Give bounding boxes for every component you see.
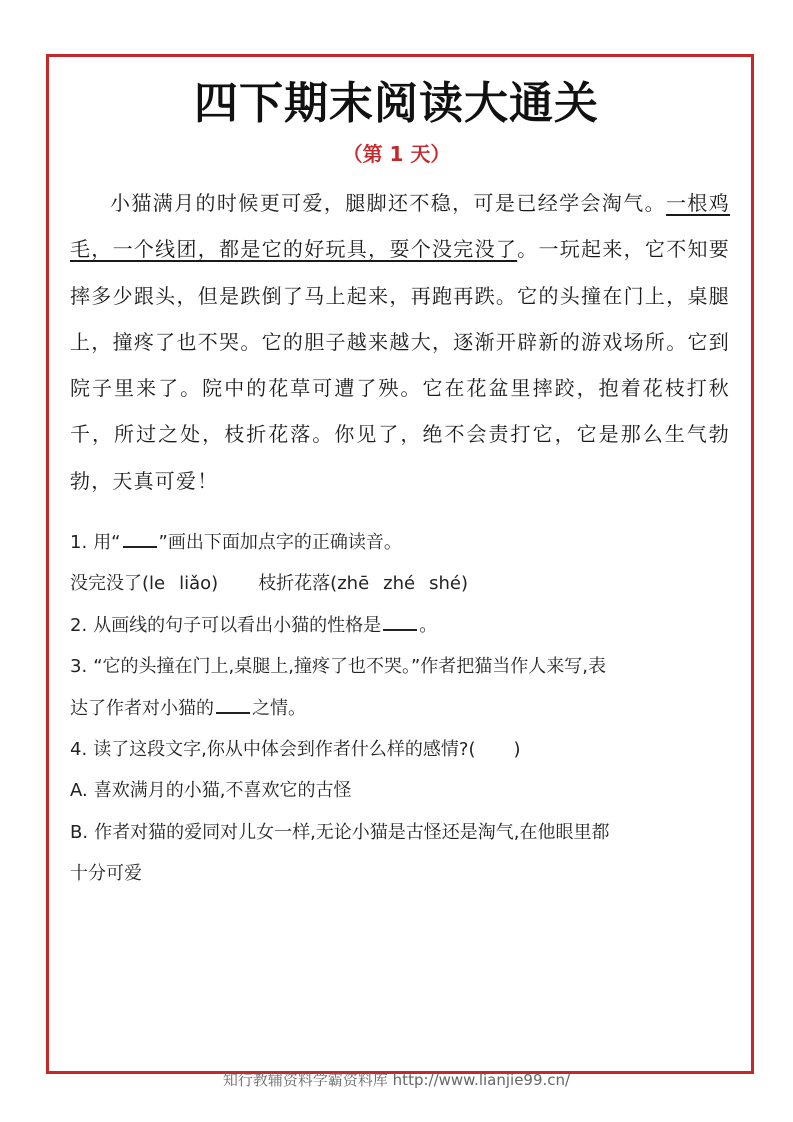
pinyin-option[interactable]: zhé [383, 573, 416, 595]
passage-body: 。一玩起来，它不知要摔多少跟头，但是跌倒了马上起来，再跑再跌。它的头撞在门上，桌腿上，撞疼了也不哭。它的胆子越来越大，逐渐开辟新的游戏场所。它到院子里来了。院中的花草可遭了殃。它在花盆里摔跤，抱着花枝打秋千，所过之处，枝折花落。你见了，绝不会责打它，它是那么生气勃勃，天真可爱！ [70, 237, 731, 493]
question-text: 达了作者对小猫的 [70, 697, 214, 719]
question-text: 读了这段文字,你从中体会到作者什么样的感情?( [93, 739, 476, 761]
question-text: 用“ [93, 532, 121, 553]
question-3-continued [70, 688, 730, 729]
question-number: 3. [70, 656, 88, 678]
reading-passage [70, 180, 730, 504]
question-number: 1. [70, 532, 88, 553]
footer-watermark: 知行教辅资料学霸资料库 http://www.lianjie99.cn/ [222, 1071, 571, 1089]
day-subtitle: （第 1 天） [342, 142, 451, 166]
option-label: B. [70, 821, 89, 843]
question-list [70, 522, 730, 895]
pinyin-option[interactable]: liǎo) [179, 573, 219, 595]
answer-blank[interactable] [383, 611, 417, 631]
question-number: 2. [70, 614, 88, 636]
option-a[interactable] [70, 770, 730, 811]
pinyin-item-1[interactable]: 没完没了(le [70, 573, 166, 595]
question-number: 4. [70, 739, 88, 761]
answer-blank[interactable] [216, 694, 250, 714]
question-text: 。 [419, 614, 438, 636]
option-text: 作者对猫的爱同对儿女一样,无论小猫是古怪还是淘气,在他眼里都 [94, 821, 610, 843]
question-text: ”画出下面加点字的正确读音。 [158, 532, 402, 553]
pinyin-option[interactable]: shé) [429, 573, 468, 595]
pinyin-options [70, 563, 730, 604]
page-title: 四下期末阅读大通关 [194, 78, 599, 129]
option-label: A. [70, 780, 88, 802]
option-b[interactable] [70, 812, 730, 853]
pinyin-item-2[interactable]: 枝折花落(zhē [258, 573, 370, 595]
option-b-continued[interactable] [70, 853, 730, 894]
passage-intro: 小猫满月的时候更可爱，腿脚还不稳，可是已经学会淘气。 [110, 191, 667, 215]
question-text: “它的头撞在门上,桌腿上,撞疼了也不哭。”作者把猫当作人来写,表 [93, 656, 606, 678]
question-1 [70, 522, 730, 563]
question-text: 从画线的句子可以看出小猫的性格是 [93, 614, 382, 636]
question-2 [70, 605, 730, 646]
question-4 [70, 729, 730, 770]
answer-blank[interactable] [123, 528, 157, 548]
question-text: 之情。 [252, 697, 306, 719]
option-text: 喜欢满月的小猫,不喜欢它的古怪 [93, 780, 352, 802]
question-3 [70, 646, 730, 687]
question-text: ) [513, 739, 521, 761]
option-text: 十分可爱 [70, 863, 142, 885]
underlined-sentence: 一根鸡毛，一个线团，都是它的好玩具，耍个没完没了 [70, 191, 731, 262]
